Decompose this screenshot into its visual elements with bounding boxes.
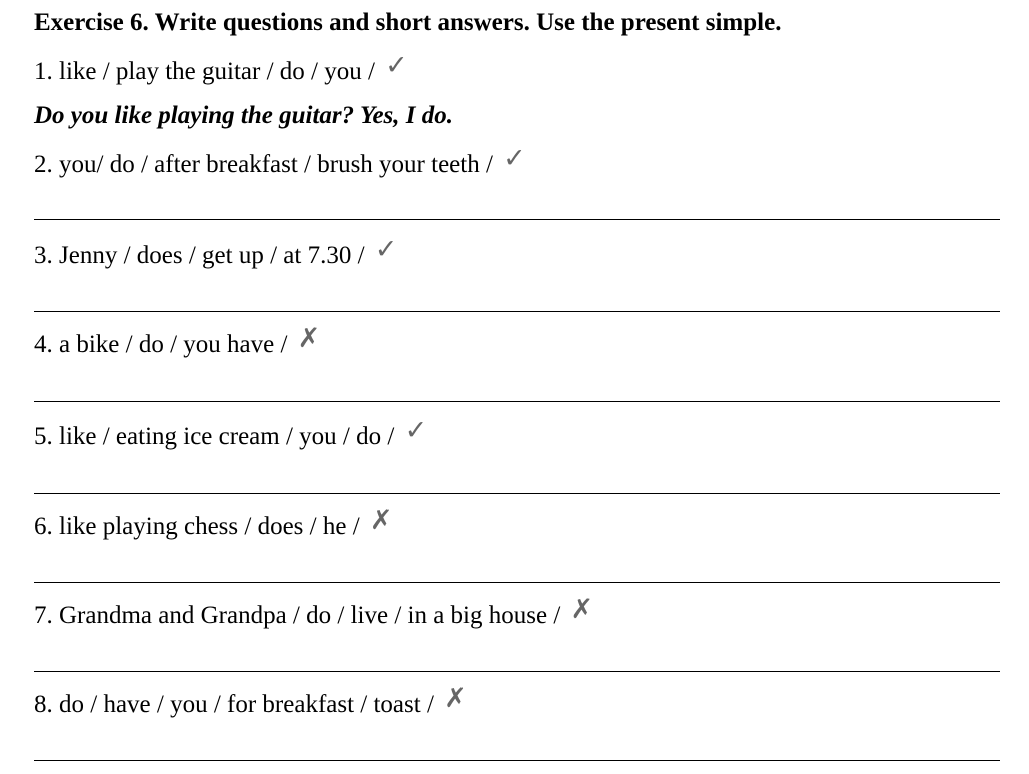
prompt-text: 7. Grandma and Grandpa / do / live / in a big house / — [34, 602, 561, 629]
cross-icon: ✗ — [570, 594, 594, 625]
answer-line[interactable] — [34, 582, 1000, 583]
check-icon: ✓ — [374, 234, 398, 265]
question-item — [34, 234, 398, 273]
cross-icon: ✗ — [297, 323, 321, 354]
example-prompt — [34, 50, 408, 89]
cross-icon: ✗ — [369, 505, 393, 536]
example-answer: Do you like playing the guitar? Yes, I do. — [34, 102, 454, 129]
check-icon: ✓ — [385, 50, 408, 81]
exercise-title: Exercise 6. Write questions and short answers. Use the present simple. — [34, 9, 782, 36]
prompt-text: 2. you/ do / after breakfast / brush your teeth / — [34, 151, 493, 178]
answer-line[interactable] — [34, 760, 1000, 761]
prompt-text: 8. do / have / you / for breakfast / toast / — [34, 691, 434, 718]
answer-line[interactable] — [34, 219, 1000, 220]
prompt-text: 1. like / play the guitar / do / you / — [34, 58, 375, 85]
prompt-text: 5. like / eating ice cream / you / do / — [34, 423, 395, 450]
answer-line[interactable] — [34, 671, 1000, 672]
question-item — [34, 683, 467, 722]
check-icon: ✓ — [503, 143, 526, 174]
question-item — [34, 415, 428, 454]
prompt-text: 6. like playing chess / does / he / — [34, 513, 360, 540]
question-item — [34, 323, 321, 362]
answer-line[interactable] — [34, 401, 1000, 402]
answer-line[interactable] — [34, 493, 1000, 494]
question-item — [34, 594, 594, 633]
answer-line[interactable] — [34, 311, 1000, 312]
question-item — [34, 505, 393, 544]
check-icon: ✓ — [404, 415, 428, 446]
question-item — [34, 143, 526, 182]
prompt-text: 4. a bike / do / you have / — [34, 331, 288, 358]
prompt-text: 3. Jenny / does / get up / at 7.30 / — [34, 242, 365, 269]
cross-icon: ✗ — [444, 683, 467, 714]
